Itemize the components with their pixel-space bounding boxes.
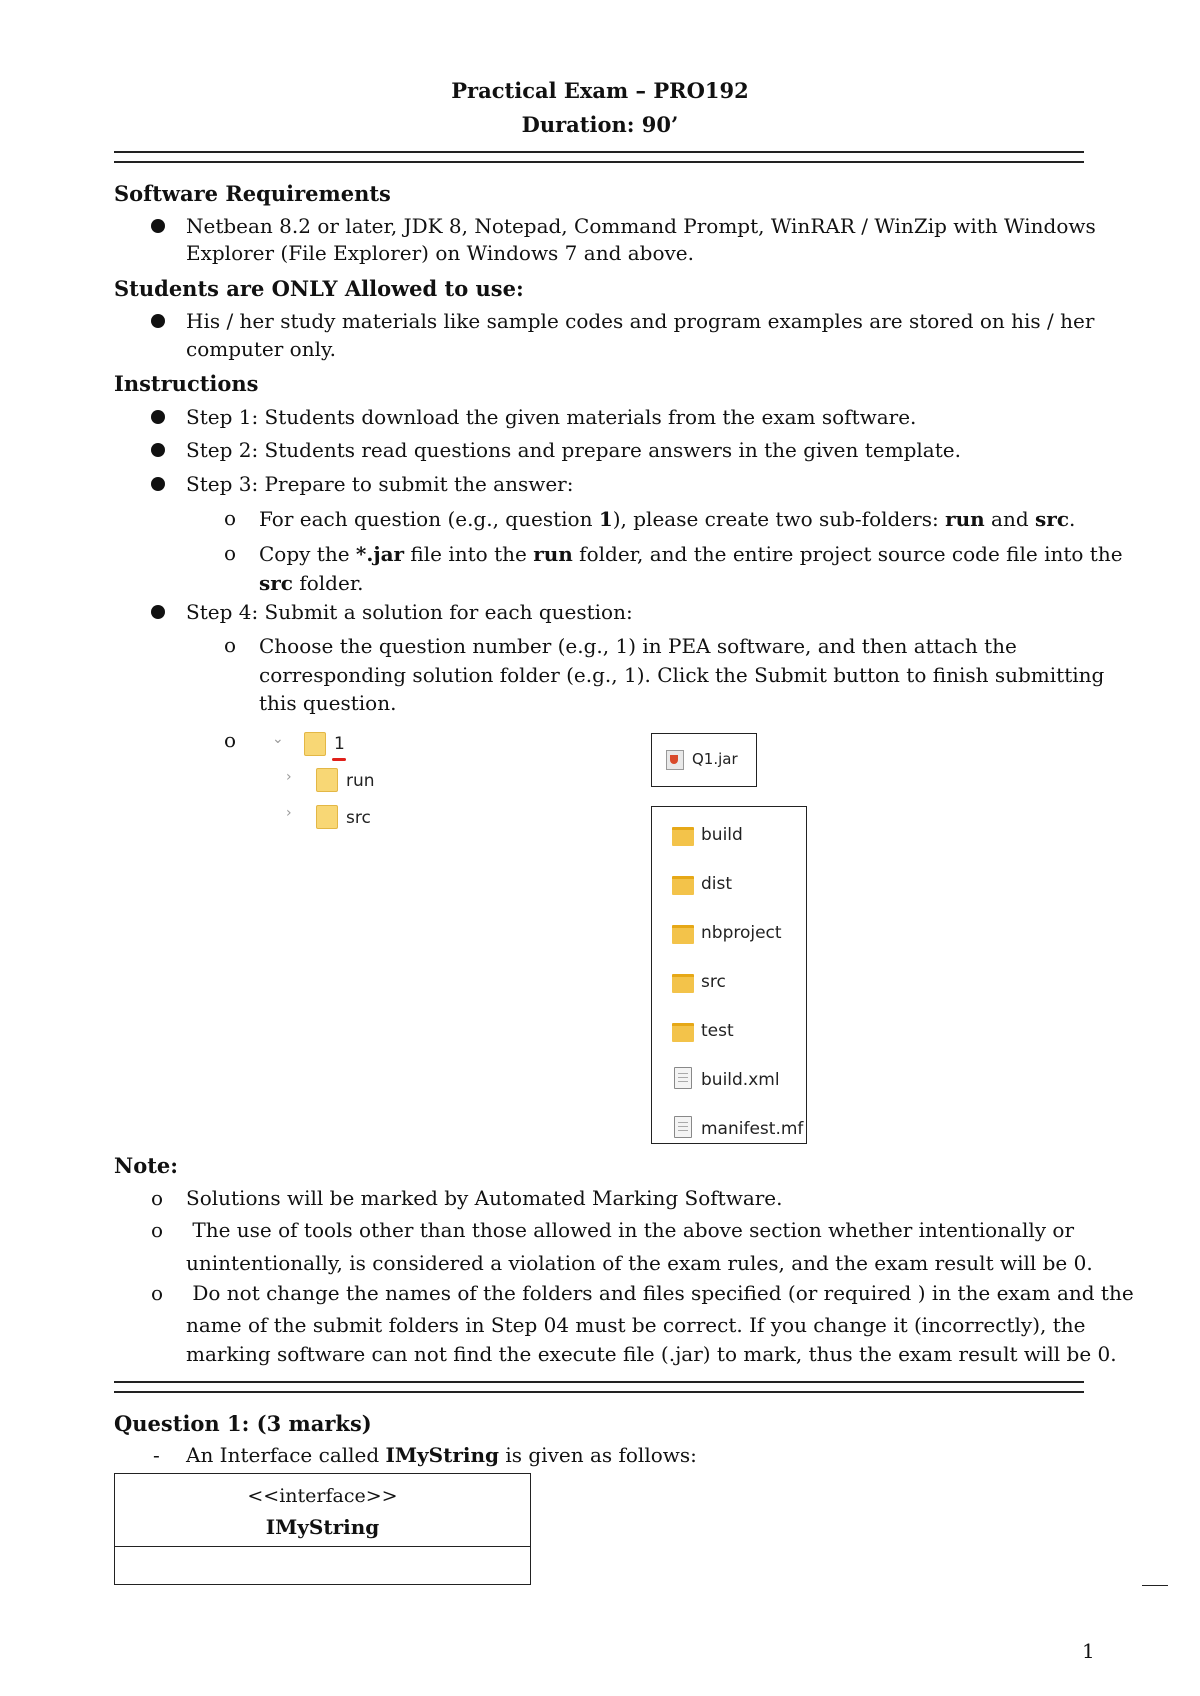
- step-3a-src: src: [1035, 507, 1070, 531]
- src-item: build.xml: [701, 1070, 780, 1090]
- note-item-3-line1: Do not change the names of the folders and files specified (or required ) in the exam and the: [186, 1281, 1134, 1305]
- page-title: Practical Exam – PRO192: [451, 78, 749, 103]
- step-3a: [259, 506, 1075, 532]
- uml-interface-name: IMyString: [265, 1515, 380, 1539]
- spell-underline: [332, 758, 346, 761]
- folder-icon: [672, 827, 694, 846]
- uml-divider: [115, 1546, 530, 1547]
- folder-tree-screenshot: [268, 728, 418, 838]
- folder-icon: [672, 974, 694, 993]
- note-item-3-line3: marking software can not find the execute file (.jar) to mark, thus the exam result will be 0.: [186, 1342, 1117, 1366]
- sub-bullet-marker: o: [224, 728, 237, 752]
- src-item: build: [701, 825, 743, 845]
- folder-icon: [316, 768, 338, 792]
- step-3b-text: folder, and the entire project source code file into the: [572, 542, 1123, 566]
- folder-icon: [316, 805, 338, 829]
- step-3b-text: Copy the: [259, 542, 356, 566]
- chevron-down-icon: ⌄: [272, 731, 284, 747]
- step-3b-line2: [259, 570, 364, 596]
- uml-stereotype: <<interface>>: [247, 1485, 398, 1507]
- software-requirements-heading: Software Requirements: [114, 181, 391, 206]
- src-folder-screenshot: [651, 806, 807, 1144]
- question-1-interface-name: IMyString: [385, 1443, 499, 1467]
- folder-icon: [304, 732, 326, 756]
- question-1-intro-text: An Interface called: [186, 1443, 386, 1467]
- note-item-2-line2: unintentionally, is considered a violation of the exam rules, and the exam result will be 0.: [186, 1251, 1093, 1275]
- allowed-item-line1: His / her study materials like sample codes and program examples are stored on his / her: [186, 309, 1095, 333]
- step-4a-line3: this question.: [259, 691, 397, 715]
- step-4a-line1: Choose the question number (e.g., 1) in PEA software, and then attach the: [259, 634, 1017, 658]
- note-marker: o: [151, 1218, 164, 1242]
- double-separator-bottom: [114, 1381, 1084, 1393]
- folder-icon: [672, 1023, 694, 1042]
- double-separator-top: [114, 151, 1084, 163]
- question-1-heading: Question 1: (3 marks): [114, 1411, 372, 1436]
- tree-item-src: src: [346, 808, 371, 828]
- note-item-1: Solutions will be marked by Automated Marking Software.: [186, 1186, 783, 1210]
- bullet-icon: [151, 443, 165, 457]
- src-item: manifest.mf: [701, 1119, 804, 1139]
- chevron-right-icon: ›: [286, 805, 292, 821]
- step-3b-text: file into the: [404, 542, 534, 566]
- bullet-icon: [151, 605, 165, 619]
- tree-item-run: run: [346, 771, 375, 791]
- step-3b-src: src: [259, 571, 293, 595]
- step-3: Step 3: Prepare to submit the answer:: [186, 472, 574, 496]
- margin-mark: [1142, 1585, 1168, 1586]
- bullet-icon: [151, 410, 165, 424]
- note-marker: o: [151, 1186, 164, 1210]
- step-3a-text: For each question (e.g., question: [259, 507, 599, 531]
- sub-bullet-marker: o: [224, 633, 237, 657]
- software-item-line1: Netbean 8.2 or later, JDK 8, Notepad, Command Prompt, WinRAR / WinZip with Windows: [186, 214, 1096, 238]
- note-item-2-line1: The use of tools other than those allowed in the above section whether intentionally or: [186, 1218, 1075, 1242]
- question-1-dash: -: [153, 1443, 160, 1467]
- note-heading: Note:: [114, 1153, 179, 1178]
- step-3a-number: 1: [598, 507, 613, 531]
- instructions-heading: Instructions: [114, 371, 259, 396]
- step-3a-text: .: [1069, 507, 1076, 531]
- allowed-heading: Students are ONLY Allowed to use:: [114, 276, 524, 301]
- page-number: 1: [1082, 1639, 1095, 1663]
- step-3b-text: folder.: [292, 571, 364, 595]
- chevron-right-icon: ›: [286, 769, 292, 785]
- step-2: Step 2: Students read questions and prepare answers in the given template.: [186, 438, 961, 462]
- note-marker: o: [151, 1281, 164, 1305]
- sub-bullet-marker: o: [224, 541, 237, 565]
- step-3b-run: run: [533, 542, 573, 566]
- jar-file-label: Q1.jar: [692, 750, 738, 768]
- step-1: Step 1: Students download the given materials from the exam software.: [186, 405, 917, 429]
- file-icon: [674, 1116, 692, 1138]
- run-folder-screenshot: [651, 733, 757, 787]
- folder-icon: [672, 925, 694, 944]
- src-item: dist: [701, 874, 733, 894]
- bullet-icon: [151, 314, 165, 328]
- software-item-line2: Explorer (File Explorer) on Windows 7 and above.: [186, 241, 694, 265]
- src-item: src: [701, 972, 726, 992]
- uml-interface-box: [114, 1473, 531, 1585]
- sub-bullet-marker: o: [224, 506, 237, 530]
- step-4: Step 4: Submit a solution for each question:: [186, 600, 633, 624]
- bullet-icon: [151, 219, 165, 233]
- duration-label: Duration: 90’: [521, 112, 679, 137]
- folder-icon: [672, 876, 694, 895]
- file-icon: [674, 1067, 692, 1089]
- step-3b-jar: *.jar: [355, 542, 405, 566]
- step-3b-line1: [259, 541, 1123, 567]
- allowed-item-line2: computer only.: [186, 337, 336, 361]
- step-3a-text: and: [984, 507, 1036, 531]
- step-4a-line2: corresponding solution folder (e.g., 1). Click the Submit button to finish submitting: [259, 663, 1105, 687]
- question-1-intro: [186, 1442, 697, 1468]
- note-item-3-line2: name of the submit folders in Step 04 must be correct. If you change it (incorrectly), the: [186, 1313, 1086, 1337]
- jar-file-icon: [666, 750, 684, 770]
- step-3a-text: ), please create two sub-folders:: [612, 507, 946, 531]
- step-3a-run: run: [945, 507, 985, 531]
- src-item: nbproject: [701, 923, 782, 943]
- bullet-icon: [151, 477, 165, 491]
- tree-item-root: 1: [334, 734, 345, 754]
- question-1-intro-text: is given as follows:: [499, 1443, 697, 1467]
- src-item: test: [701, 1021, 734, 1041]
